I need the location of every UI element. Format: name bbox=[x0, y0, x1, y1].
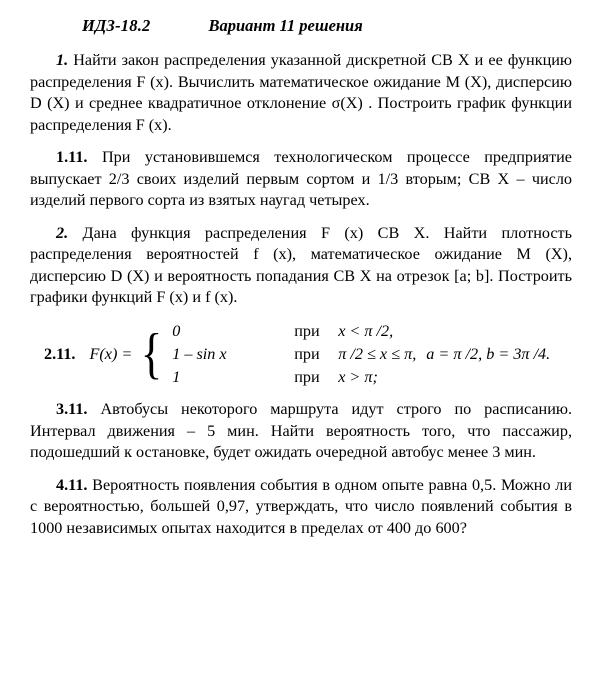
case-condition: x < π /2, bbox=[338, 322, 394, 341]
task-1-11 bbox=[30, 147, 572, 212]
task-1-label: 1. bbox=[56, 51, 69, 69]
task-3-11-text: Автобусы некоторого маршрута идут строго по расписанию. Интервал движения – 5 мин. Найти вероятность того, что пассажир, подошедший к остановке, будет ожидать очередной автобус менее 3 мин. bbox=[30, 400, 572, 462]
task-2-label: 2. bbox=[56, 223, 69, 242]
case-interval: a = π /2, b = 3π /4. bbox=[426, 345, 551, 364]
task-1-intro bbox=[30, 50, 572, 136]
case-expression: 1 – sin x bbox=[172, 345, 227, 364]
case-row bbox=[172, 366, 550, 389]
piecewise-cases bbox=[172, 320, 550, 389]
case-expression: 0 bbox=[172, 322, 181, 341]
task-4-11 bbox=[30, 475, 572, 540]
task-2-11-label: 2.11. bbox=[44, 345, 76, 364]
case-when-label: при bbox=[294, 322, 320, 341]
task-3-11-label: 3.11. bbox=[56, 400, 88, 419]
task-1-11-text: При установившемся технологическом процессе предприятие выпускает 2/3 своих изделий первым сортом и 1/3 вторым; СВ X – число изделий первого сорта из взятых наугад четырех. bbox=[30, 148, 572, 210]
task-1-11-label: 1.11. bbox=[56, 148, 88, 167]
document-header bbox=[82, 16, 572, 36]
formula-function-name: F(x) = bbox=[89, 345, 133, 364]
task-1-text: Найти закон распределения указанной дискретной СВ X и ее функцию распределения F (x). Вычислить математическое ожидание M (X), дисперсию D (X) и среднее квадратичное отклонение σ(X) . Построить график функции распределения F (x). bbox=[30, 51, 572, 134]
case-when-label: при bbox=[294, 368, 320, 387]
task-2-intro bbox=[30, 223, 572, 309]
case-row bbox=[172, 320, 550, 343]
case-when-label: при bbox=[294, 345, 320, 364]
task-2-11-formula bbox=[30, 320, 572, 389]
left-brace-symbol: { bbox=[141, 322, 163, 385]
header-code: ИДЗ-18.2 bbox=[82, 16, 151, 35]
task-4-11-label: 4.11. bbox=[56, 475, 88, 494]
task-4-11-text: Вероятность появления события в одном опыте равна 0,5. Можно ли с вероятностью, большей 0,97, утверждать, что число появлений события в 1000 независимых опытах находится в пределах от 400 до 600? bbox=[30, 475, 572, 537]
case-row bbox=[172, 343, 550, 366]
task-2-text: Дана функция распределения F (x) СВ X. Найти плотность распределения вероятностей f (x), математическое ожидание M (X), дисперсию D (X) и вероятность попадания СВ X на отрезок [a; b]. Построить графики функций F (x) и f (x). bbox=[30, 223, 572, 307]
case-expression: 1 bbox=[172, 368, 181, 387]
case-condition: x > π; bbox=[338, 368, 378, 387]
case-condition: π /2 ≤ x ≤ π, bbox=[338, 345, 417, 364]
header-variant: Вариант 11 решения bbox=[208, 16, 363, 35]
task-3-11 bbox=[30, 399, 572, 464]
